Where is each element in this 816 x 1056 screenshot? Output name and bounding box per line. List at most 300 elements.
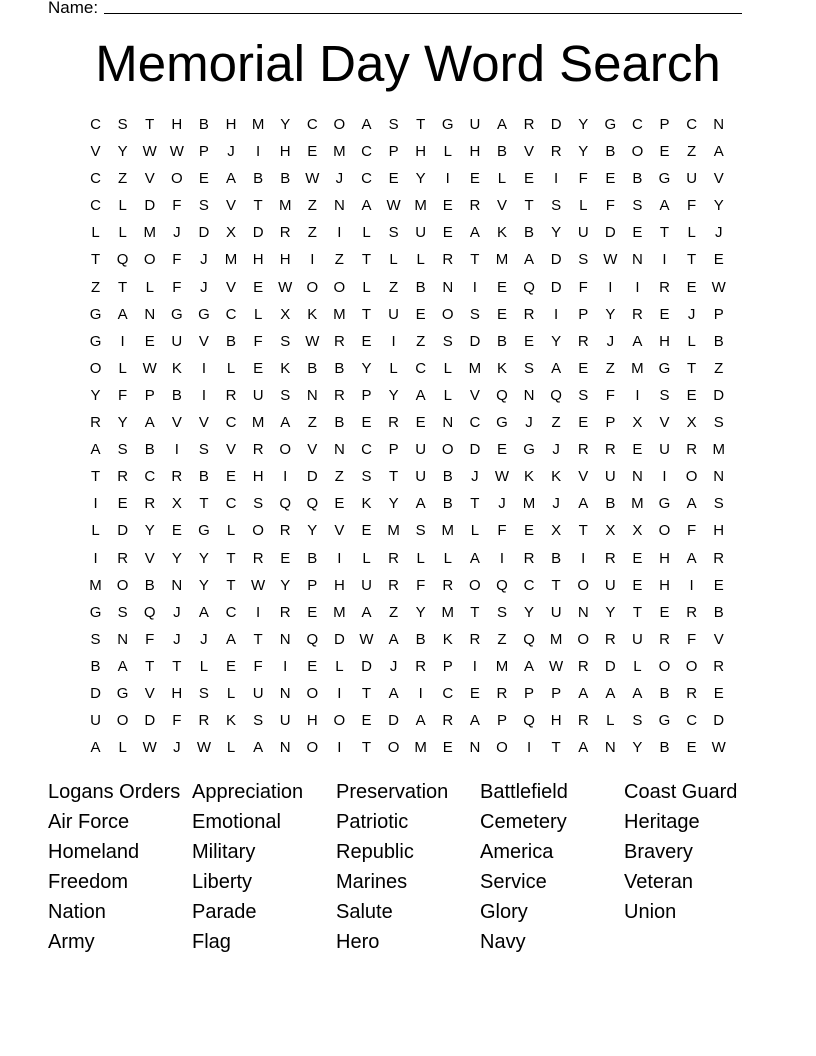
grid-letter: S	[713, 414, 724, 432]
grid-letter: K	[307, 305, 318, 323]
grid-letter: M	[333, 603, 346, 621]
grid-letter: A	[605, 684, 616, 702]
grid-letter: A	[90, 441, 101, 459]
grid-letter: E	[253, 278, 264, 296]
grid-letter: I	[499, 549, 505, 567]
grid-letter: T	[551, 739, 561, 757]
grid-letter: I	[418, 684, 423, 702]
grid-letter: J	[200, 630, 208, 648]
grid-letter: S	[117, 441, 128, 459]
grid-letter: C	[415, 359, 427, 377]
grid-letter: V	[659, 414, 670, 432]
grid-letter: O	[306, 739, 319, 757]
grid-letter: U	[415, 468, 427, 486]
grid-letter: B	[198, 468, 209, 486]
grid-letter: T	[253, 197, 263, 215]
grid-letter: V	[144, 684, 155, 702]
grid-letter: R	[333, 332, 345, 350]
grid-letter: V	[226, 278, 237, 296]
grid-letter: I	[174, 441, 179, 459]
grid-letter: L	[443, 359, 452, 377]
grid-letter: P	[551, 684, 562, 702]
grid-letter: H	[279, 251, 291, 269]
grid-letter: T	[524, 197, 534, 215]
grid-letter: R	[415, 657, 427, 675]
grid-letter: T	[90, 251, 101, 269]
grid-letter: D	[604, 657, 616, 675]
grid-letter: H	[550, 712, 562, 730]
grid-letter: J	[173, 603, 181, 621]
grid-letter: E	[361, 712, 372, 730]
grid-letter: M	[495, 657, 509, 675]
grid-letter: U	[279, 712, 291, 730]
grid-letter: B	[659, 684, 670, 702]
grid-letter: F	[172, 197, 182, 215]
grid-letter: M	[224, 251, 238, 269]
grid-letter: Q	[116, 251, 129, 269]
grid-letter: C	[90, 197, 101, 215]
word-list-item: Logans Orders	[48, 781, 181, 803]
grid-letter: F	[578, 170, 588, 188]
grid-letter: N	[632, 251, 643, 269]
grid-letter: D	[306, 468, 318, 486]
grid-letter: C	[686, 712, 698, 730]
grid-letter: F	[416, 576, 426, 594]
grid-letter: Y	[90, 386, 101, 404]
grid-letter: T	[551, 576, 561, 594]
grid-letter: C	[469, 414, 481, 432]
grid-letter: Z	[388, 278, 399, 296]
grid-letter: E	[117, 495, 128, 513]
grid-letter: A	[632, 332, 643, 350]
grid-letter: P	[578, 305, 589, 323]
grid-letter: I	[256, 143, 261, 161]
word-list-item: Heritage	[624, 811, 700, 833]
grid-letter: E	[659, 603, 670, 621]
grid-letter: T	[145, 116, 155, 133]
grid-letter: M	[143, 224, 156, 242]
grid-letter: Y	[578, 116, 589, 133]
word-list-item: Salute	[336, 901, 393, 923]
grid-letter: Y	[551, 224, 562, 242]
grid-letter: F	[253, 332, 263, 350]
grid-letter: Y	[578, 143, 589, 161]
grid-letter: I	[201, 386, 206, 404]
grid-letter: H	[171, 684, 183, 702]
grid-letter: T	[416, 116, 426, 133]
grid-letter: O	[333, 712, 346, 730]
grid-letter: V	[469, 386, 480, 404]
grid-letter: S	[198, 684, 209, 702]
grid-letter: R	[225, 386, 237, 404]
grid-letter: B	[144, 576, 155, 594]
grid-letter: A	[388, 684, 399, 702]
grid-letter: V	[226, 441, 237, 459]
grid-letter: A	[226, 630, 237, 648]
grid-letter: M	[631, 359, 644, 377]
grid-letter: F	[145, 630, 155, 648]
grid-letter: K	[524, 468, 535, 486]
grid-letter: R	[252, 441, 264, 459]
grid-letter: O	[116, 712, 129, 730]
grid-letter: V	[144, 170, 155, 188]
grid-letter: Y	[307, 522, 318, 540]
grid-letter: B	[253, 170, 264, 188]
grid-letter: M	[251, 414, 265, 432]
grid-letter: A	[469, 224, 480, 242]
grid-letter: A	[578, 684, 589, 702]
grid-letter: I	[337, 739, 342, 757]
grid-letter: Q	[306, 630, 319, 648]
grid-letter: X	[632, 522, 643, 540]
grid-letter: R	[469, 197, 481, 215]
grid-letter: S	[578, 251, 589, 269]
grid-letter: I	[635, 278, 640, 296]
grid-letter: S	[117, 603, 128, 621]
grid-letter: J	[200, 278, 208, 296]
grid-letter: A	[144, 414, 155, 432]
grid-letter: T	[687, 251, 697, 269]
grid-letter: M	[631, 495, 644, 513]
grid-letter: Q	[523, 278, 535, 296]
grid-letter: L	[199, 657, 209, 675]
grid-letter: Y	[632, 739, 643, 757]
grid-letter: Z	[388, 603, 399, 621]
word-list-item: Freedom	[48, 871, 129, 893]
grid-letter: S	[253, 712, 264, 730]
grid-letter: K	[361, 495, 372, 513]
word-list-item: Parade	[192, 901, 257, 923]
grid-letter: I	[662, 468, 667, 486]
grid-letter: F	[118, 386, 128, 404]
grid-letter: U	[252, 684, 264, 702]
grid-letter: B	[226, 332, 237, 350]
grid-letter: Q	[279, 495, 292, 513]
grid-letter: Q	[306, 495, 319, 513]
grid-letter: I	[120, 332, 125, 350]
grid-letter: E	[469, 684, 480, 702]
grid-letter: E	[686, 739, 697, 757]
grid-letter: B	[415, 630, 426, 648]
grid-letter: N	[144, 305, 156, 323]
grid-letter: L	[226, 359, 236, 377]
grid-letter: I	[283, 468, 288, 486]
grid-letter: U	[550, 603, 562, 621]
grid-letter: R	[659, 278, 670, 296]
grid-letter: F	[172, 278, 182, 296]
grid-letter: X	[226, 224, 237, 242]
grid-letter: D	[117, 522, 129, 540]
grid-letter: S	[442, 332, 453, 350]
grid-letter: Y	[361, 359, 372, 377]
grid-letter: S	[198, 441, 209, 459]
grid-letter: T	[253, 630, 263, 648]
grid-letter: F	[605, 197, 615, 215]
grid-letter: J	[173, 224, 181, 242]
grid-letter: G	[89, 603, 102, 621]
grid-letter: J	[714, 224, 723, 242]
grid-letter: E	[524, 170, 535, 188]
grid-letter: J	[173, 630, 181, 648]
grid-letter: R	[442, 712, 454, 730]
grid-letter: W	[711, 278, 726, 296]
grid-letter: P	[388, 441, 399, 459]
grid-letter: R	[388, 414, 399, 432]
grid-letter: K	[551, 468, 562, 486]
grid-letter: C	[442, 684, 454, 702]
grid-letter: T	[470, 603, 480, 621]
grid-letter: S	[280, 386, 291, 404]
grid-letter: N	[469, 739, 481, 757]
grid-letter: E	[361, 414, 372, 432]
grid-letter: D	[550, 116, 562, 133]
grid-letter: G	[198, 305, 210, 323]
grid-letter: B	[415, 278, 426, 296]
grid-letter: V	[144, 549, 155, 567]
grid-letter: R	[171, 468, 183, 486]
grid-letter: W	[386, 197, 401, 215]
grid-letter: H	[225, 116, 237, 133]
grid-letter: E	[388, 170, 399, 188]
grid-letter: O	[252, 522, 264, 540]
grid-letter: E	[361, 522, 372, 540]
grid-letter: Z	[334, 251, 344, 269]
grid-letter: E	[334, 495, 345, 513]
grid-letter: F	[687, 630, 697, 648]
grid-letter: J	[552, 441, 560, 459]
grid-letter: E	[198, 170, 209, 188]
grid-letter: H	[279, 143, 291, 161]
grid-letter: G	[658, 359, 671, 377]
grid-letter: R	[252, 549, 264, 567]
grid-letter: E	[632, 549, 643, 567]
grid-letter: T	[145, 657, 155, 675]
grid-letter: U	[686, 170, 698, 188]
grid-letter: L	[687, 224, 696, 242]
grid-letter: T	[659, 224, 670, 242]
grid-letter: L	[118, 739, 127, 757]
grid-letter: R	[577, 441, 589, 459]
grid-letter: T	[172, 657, 182, 675]
grid-letter: L	[389, 251, 398, 269]
grid-letter: K	[496, 359, 507, 377]
grid-letter: N	[333, 197, 345, 215]
grid-letter: H	[333, 576, 345, 594]
grid-letter: I	[445, 170, 450, 188]
grid-letter: U	[604, 576, 616, 594]
grid-letter: E	[361, 332, 372, 350]
grid-letter: C	[632, 116, 643, 133]
grid-letter: W	[142, 359, 157, 377]
grid-letter: L	[362, 549, 371, 567]
grid-letter: I	[283, 657, 288, 675]
grid-letter: M	[522, 495, 536, 513]
grid-letter: E	[578, 359, 589, 377]
grid-letter: Y	[198, 576, 209, 594]
grid-letter: C	[144, 468, 156, 486]
word-list-item: Battlefield	[480, 781, 568, 803]
grid-letter: H	[659, 549, 670, 567]
grid-letter: M	[441, 603, 455, 621]
grid-letter: D	[388, 712, 399, 730]
grid-letter: M	[333, 143, 346, 161]
grid-letter: L	[606, 712, 615, 730]
grid-letter: K	[226, 712, 237, 730]
grid-letter: D	[90, 684, 101, 702]
grid-letter: S	[632, 197, 643, 215]
grid-letter: T	[226, 576, 236, 594]
grid-letter: Z	[605, 359, 615, 377]
grid-letter: I	[526, 739, 532, 757]
word-list-item: Appreciation	[192, 781, 304, 803]
page-title: Memorial Day Word Search	[95, 35, 721, 92]
grid-letter: A	[361, 116, 372, 133]
grid-letter: R	[577, 332, 589, 350]
grid-letter: A	[632, 684, 643, 702]
grid-letter: U	[659, 441, 670, 459]
grid-letter: Y	[117, 414, 128, 432]
grid-letter: U	[90, 712, 101, 730]
grid-letter: J	[552, 495, 560, 513]
grid-letter: F	[172, 251, 182, 269]
grid-letter: T	[361, 305, 372, 323]
grid-letter: L	[579, 197, 588, 215]
grid-letter: H	[713, 522, 725, 540]
grid-letter: D	[333, 630, 345, 648]
grid-letter: J	[525, 414, 533, 432]
grid-letter: R	[604, 630, 616, 648]
grid-letter: T	[388, 468, 399, 486]
grid-letter: E	[171, 522, 182, 540]
grid-letter: N	[523, 386, 535, 404]
grid-letter: V	[578, 468, 589, 486]
grid-letter: E	[496, 305, 507, 323]
word-list-item: Marines	[336, 871, 408, 893]
grid-letter: S	[632, 712, 643, 730]
word-list-item: Air Force	[48, 811, 130, 833]
grid-letter: H	[252, 251, 264, 269]
grid-letter: O	[685, 468, 698, 486]
word-list-item: Emotional	[192, 811, 281, 833]
grid-letter: I	[93, 495, 98, 513]
grid-letter: J	[173, 739, 181, 757]
word-list-item: Liberty	[192, 871, 253, 893]
grid-letter: Z	[307, 224, 317, 242]
grid-letter: W	[196, 739, 211, 757]
grid-letter: B	[659, 739, 670, 757]
grid-letter: S	[361, 468, 372, 486]
grid-letter: I	[554, 170, 559, 188]
grid-letter: M	[278, 197, 292, 215]
grid-letter: N	[713, 116, 725, 133]
grid-letter: G	[441, 116, 454, 133]
grid-letter: F	[687, 522, 697, 540]
word-list-item: Cemetery	[480, 811, 567, 833]
grid-letter: I	[201, 359, 206, 377]
word-list-item: Veteran	[624, 871, 693, 893]
grid-letter: Y	[280, 576, 291, 594]
grid-letter: L	[416, 251, 425, 269]
grid-letter: E	[226, 657, 237, 675]
grid-letter: R	[442, 251, 454, 269]
grid-letter: L	[253, 305, 263, 323]
grid-letter: W	[305, 170, 320, 188]
grid-letter: B	[334, 359, 345, 377]
grid-letter: H	[659, 332, 670, 350]
grid-letter: Z	[307, 197, 317, 215]
grid-letter: R	[523, 549, 535, 567]
grid-letter: Q	[523, 712, 535, 730]
grid-letter: B	[524, 224, 535, 242]
grid-letter: I	[310, 251, 315, 269]
grid-letter: M	[712, 441, 725, 459]
grid-letter: Z	[90, 278, 101, 296]
grid-letter: B	[198, 116, 209, 133]
grid-letter: R	[144, 495, 156, 513]
grid-letter: J	[389, 657, 398, 675]
word-list	[48, 780, 768, 960]
grid-letter: I	[472, 657, 477, 675]
grid-letter: U	[469, 116, 481, 133]
word-list-item: Preservation	[336, 781, 449, 803]
word-list-item: Service	[480, 871, 547, 893]
word-list-item: Homeland	[48, 841, 140, 863]
grid-letter: E	[415, 305, 426, 323]
grid-letter: L	[633, 657, 642, 675]
grid-letter: C	[361, 143, 372, 161]
grid-letter: A	[659, 197, 670, 215]
word-list-item: Glory	[480, 901, 528, 923]
grid-letter: Q	[550, 386, 562, 404]
grid-letter: O	[441, 305, 454, 323]
grid-letter: E	[605, 170, 616, 188]
grid-letter: B	[307, 359, 318, 377]
grid-letter: E	[226, 468, 237, 486]
grid-letter: X	[280, 305, 291, 323]
grid-letter: A	[280, 414, 291, 432]
grid-letter: R	[333, 386, 345, 404]
grid-letter: E	[307, 143, 318, 161]
grid-letter: L	[470, 522, 480, 540]
grid-letter: D	[198, 224, 210, 242]
grid-letter: O	[143, 251, 156, 269]
grid-letter: N	[442, 278, 454, 296]
grid-letter: R	[117, 549, 129, 567]
grid-letter: L	[226, 684, 236, 702]
grid-letter: Z	[687, 143, 697, 161]
grid-letter: G	[89, 305, 102, 323]
grid-letter: D	[144, 712, 156, 730]
grid-letter: A	[551, 359, 562, 377]
grid-letter: C	[306, 116, 318, 133]
grid-letter: O	[496, 739, 508, 757]
grid-letter: I	[608, 278, 613, 296]
word-list-item: Patriotic	[336, 811, 409, 833]
grid-letter: U	[604, 468, 616, 486]
grid-letter: C	[90, 170, 101, 188]
grid-letter: R	[388, 576, 399, 594]
grid-letter: L	[497, 170, 507, 188]
grid-letter: I	[472, 278, 477, 296]
grid-letter: Y	[388, 495, 399, 513]
grid-letter: O	[306, 278, 319, 296]
grid-letter: V	[334, 522, 345, 540]
grid-letter: N	[279, 739, 291, 757]
grid-letter: T	[361, 739, 372, 757]
grid-letter: E	[307, 603, 318, 621]
grid-letter: R	[469, 630, 481, 648]
grid-letter: T	[470, 495, 480, 513]
